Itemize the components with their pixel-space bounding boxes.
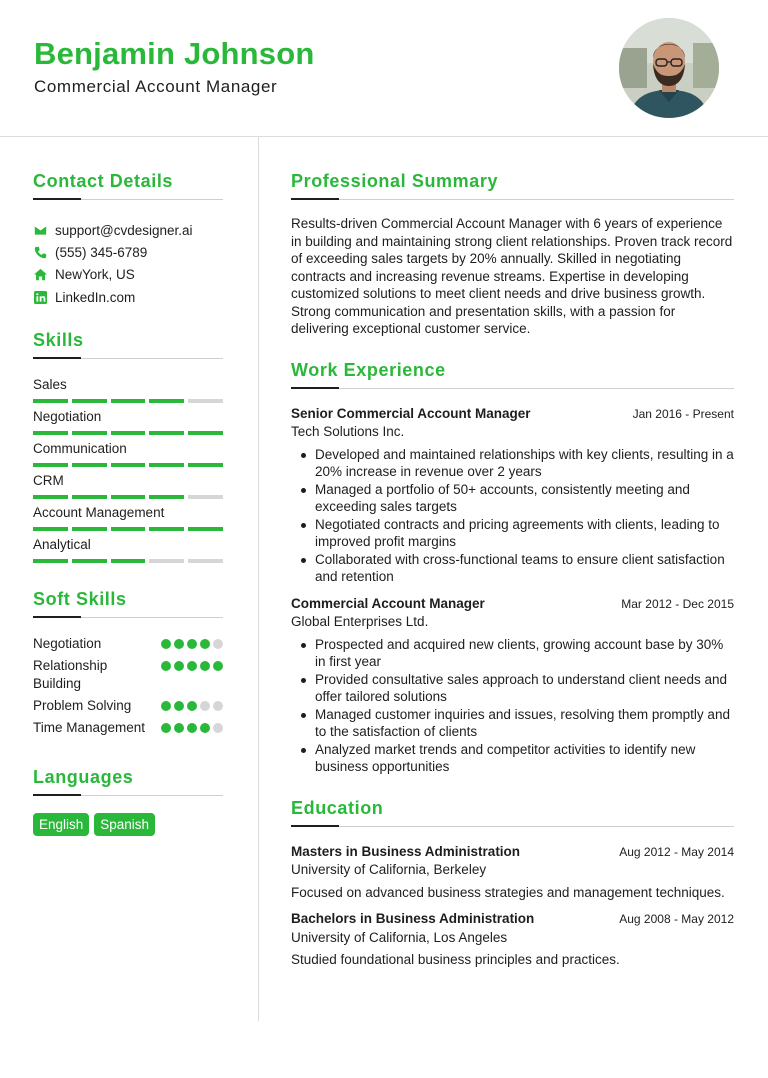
experience-section xyxy=(291,360,734,776)
home-icon xyxy=(33,268,47,282)
rating-dot xyxy=(174,661,184,671)
job-bullets xyxy=(291,446,734,586)
contact-email-text: support@cvdesigner.ai xyxy=(55,222,193,238)
job-bullets xyxy=(291,636,734,776)
main-content xyxy=(291,137,734,969)
skills-section xyxy=(33,330,223,563)
skill-level-segment xyxy=(111,559,146,563)
skill-level-segment xyxy=(149,431,184,435)
soft-skill-name: Problem Solving xyxy=(33,698,132,714)
rating-dot xyxy=(200,661,210,671)
rating-dot xyxy=(187,661,197,671)
section-title-contact: Contact Details xyxy=(33,171,174,191)
skill-name: Analytical xyxy=(33,537,91,553)
summary-text: Results-driven Commercial Account Manager with 6 years of experience in building and maintaining strong client relationships. Proven track record of exceeding sales targets by 20% annually. Skilled in negotiating contracts and increasing revenue streams. Expertise in developing customized solutions to meet client needs and drive business growth. Strong communication and presentation skills, with a passion for delivering exceptional customer service. xyxy=(291,216,733,336)
skills-list xyxy=(33,376,223,563)
skill-level-segment xyxy=(111,431,146,435)
column-divider xyxy=(258,137,259,1021)
sidebar xyxy=(33,137,223,836)
soft-skills-section xyxy=(33,589,223,737)
job-header xyxy=(291,405,734,424)
skill-level-segment xyxy=(188,463,223,467)
education-header xyxy=(291,843,734,862)
rating-dot xyxy=(200,701,210,711)
phone-icon xyxy=(33,245,47,259)
soft-skill-rating xyxy=(161,657,223,671)
candidate-name: Benjamin Johnson xyxy=(34,36,315,71)
skill-level-segment xyxy=(111,527,146,531)
soft-skill-name: Time Management xyxy=(33,720,146,736)
contact-section xyxy=(33,171,223,308)
education-description: Studied foundational business principles and practices. xyxy=(291,952,620,967)
education-degree: Masters in Business Administration xyxy=(291,843,521,859)
candidate-title: Commercial Account Manager xyxy=(34,77,278,96)
rating-dot xyxy=(200,723,210,733)
rating-dot xyxy=(213,639,223,649)
language-tag: English xyxy=(33,813,89,836)
soft-skill-row xyxy=(33,719,223,737)
skill-level-bar xyxy=(33,527,223,531)
skill-level-bar xyxy=(33,559,223,563)
section-title-summary: Professional Summary xyxy=(291,171,499,191)
email-icon xyxy=(33,223,47,237)
job-bullet: Managed customer inquiries and issues, resolving them promptly and to the satisfaction of clients xyxy=(291,706,734,741)
rating-dot xyxy=(174,723,184,733)
rating-dot xyxy=(187,639,197,649)
contact-phone-text: (555) 345-6789 xyxy=(55,244,148,260)
section-rule xyxy=(33,198,223,200)
skill-name: Negotiation xyxy=(33,409,102,425)
skill-level-segment xyxy=(33,527,68,531)
skill-name: CRM xyxy=(33,473,64,489)
rating-dot xyxy=(161,701,171,711)
education-date: Aug 2008 - May 2012 xyxy=(619,912,734,926)
soft-skill-rating xyxy=(161,697,223,711)
skill-level-segment xyxy=(33,495,68,499)
skill-level-segment xyxy=(188,559,223,563)
skill-level-bar xyxy=(33,431,223,435)
skill-level-segment xyxy=(149,399,184,403)
avatar xyxy=(619,18,719,118)
soft-skill-row xyxy=(33,635,223,653)
skill-level-segment xyxy=(149,559,184,563)
rating-dot xyxy=(161,661,171,671)
section-rule xyxy=(291,387,734,389)
section-rule xyxy=(291,825,734,827)
soft-skill-name: Relationship Building xyxy=(33,658,108,692)
job-company: Global Enterprises Ltd. xyxy=(291,614,429,629)
education-school: University of California, Los Angeles xyxy=(291,929,508,945)
soft-skill-name: Negotiation xyxy=(33,636,102,652)
skill-level-segment xyxy=(188,495,223,499)
rating-dot xyxy=(200,639,210,649)
education-degree: Bachelors in Business Administration xyxy=(291,911,535,926)
skill-level-segment xyxy=(33,559,68,563)
contact-linkedin[interactable] xyxy=(33,286,223,308)
soft-skills-list xyxy=(33,635,223,737)
contact-list xyxy=(33,219,223,308)
rating-dot xyxy=(187,701,197,711)
skill-level-segment xyxy=(111,463,146,467)
soft-skill-row xyxy=(33,697,223,715)
skill-level-segment xyxy=(111,399,146,403)
job-bullet: Negotiated contracts and pricing agreements with clients, leading to improved profit margins xyxy=(291,516,734,551)
rating-dot xyxy=(213,701,223,711)
language-tag: Spanish xyxy=(94,813,155,836)
skill-name: Communication xyxy=(33,441,127,457)
rating-dot xyxy=(174,701,184,711)
section-rule xyxy=(291,198,734,200)
skill-level-segment xyxy=(149,495,184,499)
contact-location xyxy=(33,264,223,286)
skill-level-segment xyxy=(72,399,107,403)
skill-level-segment xyxy=(33,431,68,435)
job-bullet: Prospected and acquired new clients, growing account base by 30% in first year xyxy=(291,636,734,671)
education-entry xyxy=(291,910,734,969)
skill-level-segment xyxy=(72,495,107,499)
rating-dot xyxy=(174,639,184,649)
section-title-languages: Languages xyxy=(33,767,134,788)
job-entry xyxy=(291,405,734,586)
skill-name: Sales xyxy=(33,377,67,393)
rating-dot xyxy=(213,661,223,671)
section-title-experience: Work Experience xyxy=(291,359,446,380)
job-date: Jan 2016 - Present xyxy=(632,406,734,421)
education-header xyxy=(291,910,734,929)
contact-linkedin-text: LinkedIn.com xyxy=(55,289,136,305)
soft-skill-rating xyxy=(161,719,223,733)
languages-section xyxy=(33,767,223,836)
rating-dot xyxy=(161,723,171,733)
linkedin-icon xyxy=(33,290,47,304)
skill-name: Account Management xyxy=(33,505,165,521)
job-date: Mar 2012 - Dec 2015 xyxy=(621,596,734,611)
skill-level-segment xyxy=(72,431,107,435)
soft-skill-row xyxy=(33,657,223,693)
rating-dot xyxy=(213,723,223,733)
skill-level-bar xyxy=(33,399,223,403)
rating-dot xyxy=(187,723,197,733)
skill-level-segment xyxy=(72,559,107,563)
job-company: Tech Solutions Inc. xyxy=(291,424,405,439)
education-description: Focused on advanced business strategies and management techniques. xyxy=(291,884,725,900)
education-entry xyxy=(291,843,734,902)
contact-phone[interactable] xyxy=(33,241,223,263)
section-title-education: Education xyxy=(291,797,384,818)
section-rule xyxy=(33,616,223,618)
job-entry xyxy=(291,595,734,776)
skill-level-segment xyxy=(188,399,223,403)
skill-level-bar xyxy=(33,463,223,467)
section-rule xyxy=(33,794,223,796)
skill-level-segment xyxy=(33,463,68,467)
rating-dot xyxy=(161,639,171,649)
section-rule xyxy=(33,357,223,359)
skill-level-segment xyxy=(111,495,146,499)
job-bullet: Provided consultative sales approach to understand client needs and offer tailored solutions xyxy=(291,671,734,706)
job-bullet: Developed and maintained relationships with key clients, resulting in a 20% increase in revenue over 2 years xyxy=(291,446,734,481)
job-title: Commercial Account Manager xyxy=(291,595,485,611)
education-section xyxy=(291,798,734,969)
skill-level-bar xyxy=(33,495,223,499)
skill-level-segment xyxy=(33,399,68,403)
education-school: University of California, Berkeley xyxy=(291,862,487,877)
profile-photo xyxy=(619,18,719,118)
skill-level-segment xyxy=(72,463,107,467)
skill-level-segment xyxy=(149,463,184,467)
job-bullet: Analyzed market trends and competitor activities to identify new business opportunities xyxy=(291,741,734,776)
contact-location-text: NewYork, US xyxy=(55,267,135,283)
job-header xyxy=(291,595,734,614)
job-bullet: Collaborated with cross-functional teams to ensure client satisfaction and retention xyxy=(291,551,734,586)
section-title-skills: Skills xyxy=(33,330,84,351)
section-title-soft-skills: Soft Skills xyxy=(33,589,127,610)
skill-level-segment xyxy=(188,527,223,531)
soft-skill-rating xyxy=(161,635,223,649)
contact-email[interactable] xyxy=(33,219,223,241)
language-tags xyxy=(33,813,223,836)
skill-level-segment xyxy=(188,431,223,435)
summary-section xyxy=(291,171,734,338)
skill-level-segment xyxy=(72,527,107,531)
education-date: Aug 2012 - May 2014 xyxy=(619,844,734,859)
job-bullet: Managed a portfolio of 50+ accounts, consistently meeting and exceeding sales targets xyxy=(291,481,734,516)
skill-level-segment xyxy=(149,527,184,531)
job-title: Senior Commercial Account Manager xyxy=(291,405,531,421)
resume-header xyxy=(0,0,768,137)
